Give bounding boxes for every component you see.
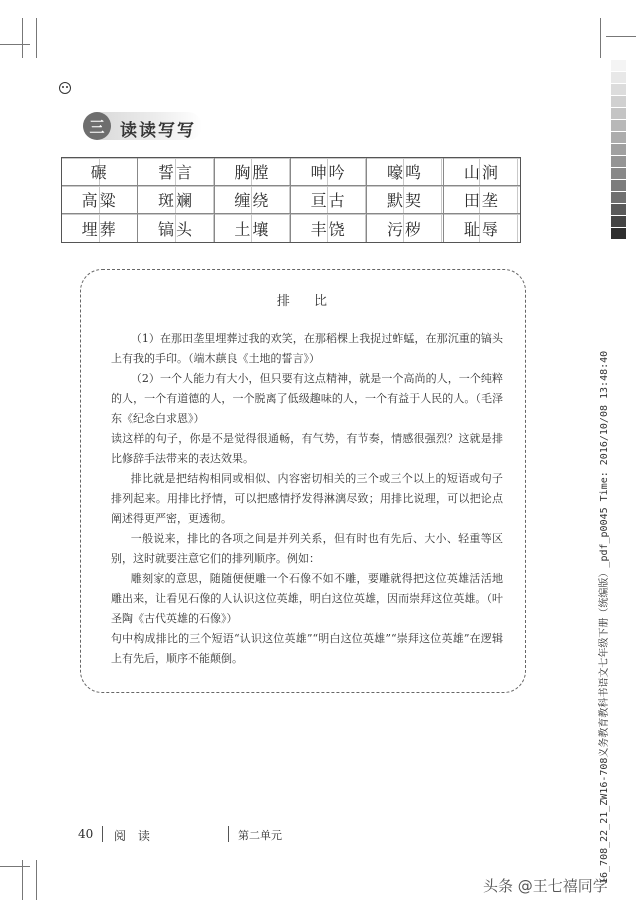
order-note: 一般说来，排比的各项之间是并列关系，但有时也有先后、大小、轻重等区别，这时就要注意它们的排列顺序。例如： [111,532,503,565]
word-cell: 斑斓 [138,186,214,214]
word-cell: 呻吟 [291,158,367,186]
section-heading [84,112,202,140]
word-cell: 嚎鸣 [367,158,443,186]
box-title: 排 比 [276,294,338,309]
gray-swatch [611,132,626,144]
gray-swatch [611,120,626,132]
gray-swatch [611,144,626,156]
section-title: 读读写写 [120,121,196,141]
word-cell: 胸膛 [215,158,291,186]
word-cell: 亘古 [291,186,367,214]
definition: 排比就是把结构相同或相似、内容密切相关的三个或三个以上的短语或句子排列起来。用排比抒情，可以把感情抒发得淋漓尽致；用排比说理，可以把论点阐述得更严密，更透彻。 [111,472,503,525]
gray-swatch [611,216,626,228]
gray-swatch [611,192,626,204]
crop-mark [36,18,37,58]
footer-divider [102,826,103,842]
word-cell: 誓言 [138,158,214,186]
example-1: （1）在那田垄里埋葬过我的欢笑，在那稻棵上我捉过蚱蜢，在那沉重的镐头上有我的手印。（端木蕻良《土地的誓言》） [111,332,503,365]
word-cell: 土壤 [215,214,291,242]
grayscale-swatches [611,60,626,240]
example-2: （2）一个人能力有大小，但只要有这点精神，就是一个高尚的人，一个纯粹的人，一个有道德的人，一个脱离了低级趣味的人，一个有益于人民的人。（毛泽东《纪念白求恩》） [111,372,503,425]
crop-mark [600,18,601,58]
conclusion: 句中构成排比的三个短语“认识这位英雄”“明白这位英雄”“崇拜这位英雄”在逻辑上有先后，顺序不能颠倒。 [111,632,503,665]
gray-swatch [611,180,626,192]
word-cell: 污秽 [367,214,443,242]
word-grid [61,157,521,243]
word-cell: 碾 [62,158,138,186]
gray-swatch [611,84,626,96]
gray-swatch [611,204,626,216]
rhetoric-box [80,269,526,693]
explanation-1: 读这样的句子，你是不是觉得很通畅，有气势，有节奏，情感很强烈？这就是排比修辞手法带来的表达效果。 [111,432,503,465]
word-cell: 田垄 [444,186,520,214]
gray-swatch [611,228,626,240]
gray-swatch [611,72,626,84]
gray-swatch [611,96,626,108]
word-cell: 默契 [367,186,443,214]
print-info: 16_708_22_21_ZW16-708义务教育教科书语文七年级下册（统编版）_pdf_p0045 Time: 2016/10/08 13:48:40 [599,350,610,884]
word-cell: 高粱 [62,186,138,214]
word-cell: 耻辱 [463,219,500,239]
footer-unit: 第二单元 [238,829,282,842]
crop-mark [0,866,30,867]
gray-swatch [611,60,626,72]
word-cell: 丰饶 [291,214,367,242]
footer-divider [228,826,229,842]
smiley-icon [59,82,71,94]
watermark: 头条 @王七禧同学 [483,877,608,895]
word-cell: 埋葬 [62,214,138,242]
word-cell: 缠绕 [215,186,291,214]
page-number: 40 [78,827,94,841]
gray-swatch [611,168,626,180]
crop-mark [22,18,23,58]
word-cell: 镐头 [138,214,214,242]
crop-mark [36,860,37,900]
section-number: 三 [83,112,111,140]
crop-mark [606,36,636,37]
footer-section: 阅 读 [114,829,154,843]
gray-swatch [611,156,626,168]
crop-mark [0,44,30,45]
word-cell: 山涧 [444,158,520,186]
example-3: 雕刻家的意思，随随便便雕一个石像不如不雕，要雕就得把这位英雄活活地雕出来，让看见石像的人认识这位英雄，明白这位英雄，因而崇拜这位英雄。（叶圣陶《古代英雄的石像》） [111,572,503,625]
gray-swatch [611,108,626,120]
